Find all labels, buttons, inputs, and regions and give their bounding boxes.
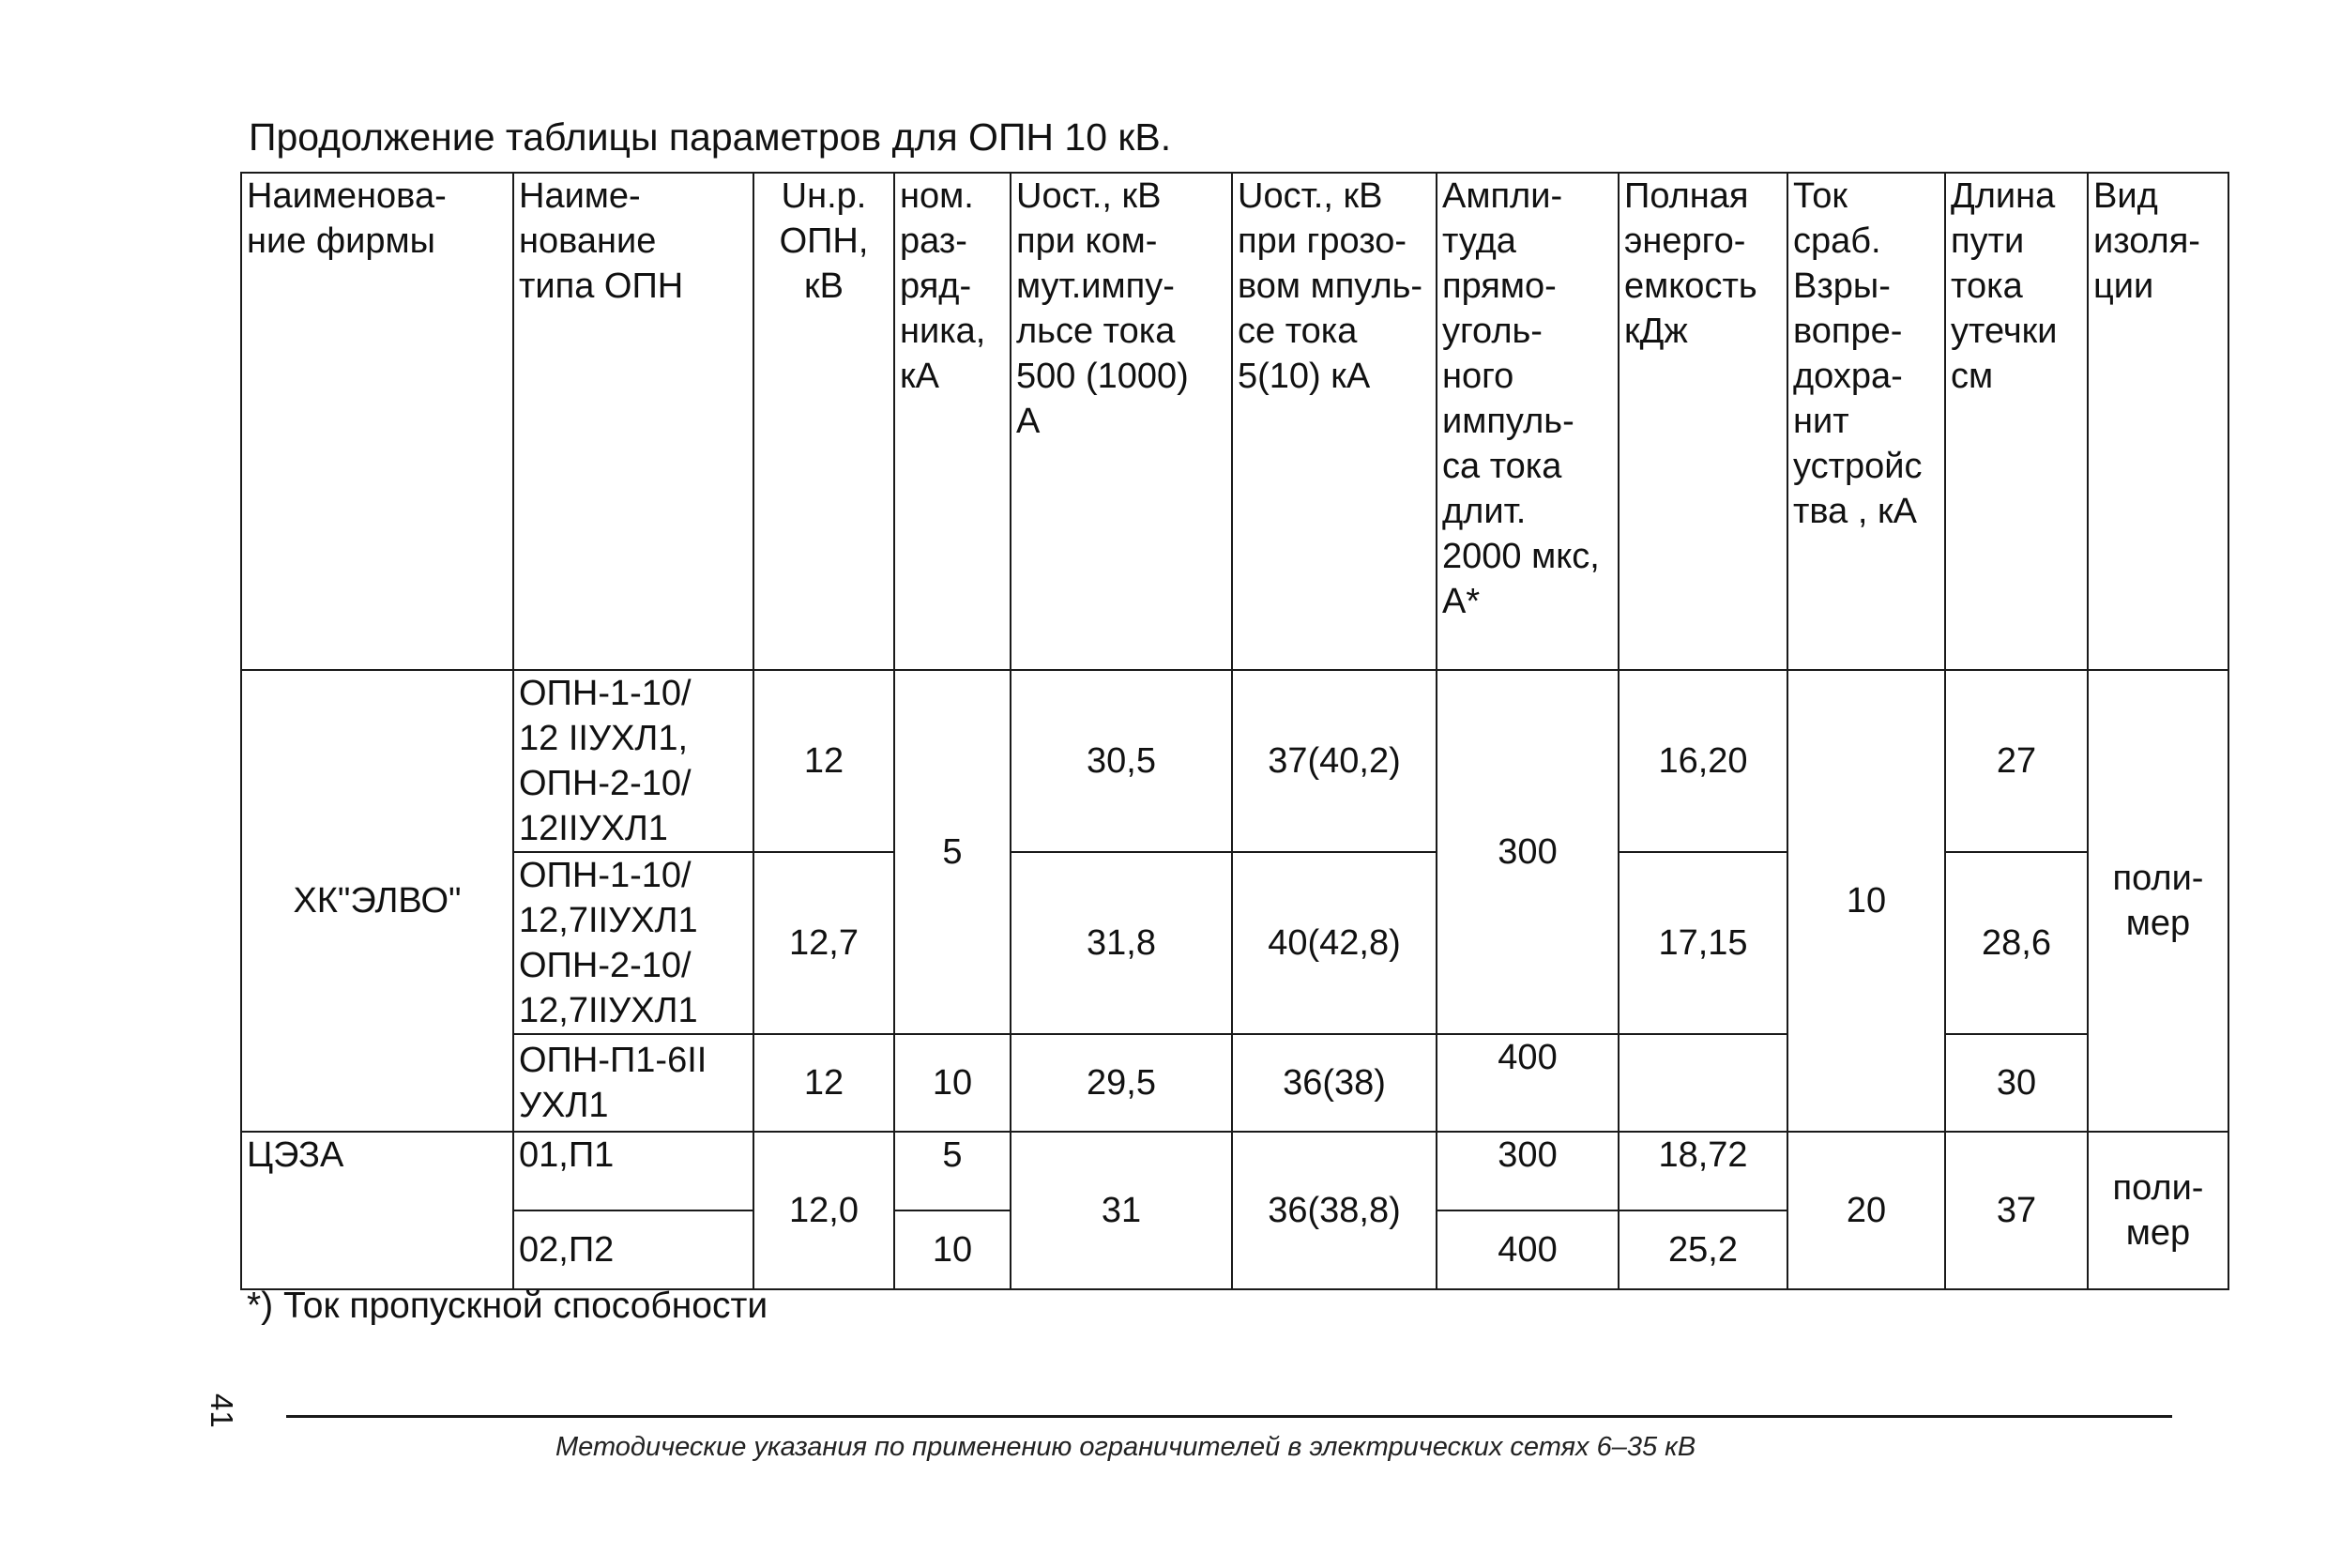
ukomm-cell: 31,8	[1011, 852, 1232, 1034]
ukomm-cell: 30,5	[1011, 670, 1232, 852]
type-cell: 01,П1	[513, 1132, 753, 1210]
type-cell: ОПН-1-10/ 12 IIУХЛ1, ОПН-2-10/ 12IIУХЛ1	[513, 670, 753, 852]
page-number: 41	[205, 1393, 239, 1428]
ugroz-cell: 40(42,8)	[1232, 852, 1437, 1034]
ugroz-cell: 36(38,8)	[1232, 1132, 1437, 1289]
ampl-cell: 300	[1437, 670, 1619, 1034]
un-cell: 12	[753, 670, 894, 852]
tok-cell: 20	[1787, 1132, 1945, 1289]
un-cell: 12	[753, 1034, 894, 1132]
dlina-cell: 28,6	[1945, 852, 2088, 1034]
running-footer: Методические указания по применению ограничителей в электрических сетях 6–35 кВ	[555, 1432, 1696, 1462]
ugroz-cell: 36(38)	[1232, 1034, 1437, 1132]
header-type: Наиме- нование типа ОПН	[513, 173, 753, 670]
parameters-table	[240, 172, 2229, 1290]
type-cell: ОПН-П1-6II УХЛ1	[513, 1034, 753, 1132]
nom-cell: 5	[894, 1132, 1011, 1210]
header-energy: Полная энерго- емкость кДж	[1619, 173, 1787, 670]
table-row	[241, 670, 2228, 852]
firm-cell: ХК"ЭЛВО"	[241, 670, 513, 1132]
energy-cell: 17,15	[1619, 852, 1787, 1034]
type-cell: 02,П2	[513, 1210, 753, 1289]
ukomm-cell: 31	[1011, 1132, 1232, 1289]
header-firm: Наименова- ние фирмы	[241, 173, 513, 670]
dlina-cell: 27	[1945, 670, 2088, 852]
header-ampl: Ампли- туда прямо- уголь- ного импуль- са тока длит. 2000 мкс, А*	[1437, 173, 1619, 670]
header-row	[241, 173, 2228, 670]
header-dlina: Длина пути тока утечки см	[1945, 173, 2088, 670]
energy-cell: 16,20	[1619, 670, 1787, 852]
ampl-cell: 400	[1437, 1210, 1619, 1289]
footnote: *) Ток пропускной способности	[247, 1286, 768, 1326]
firm-cell: ЦЭЗА	[241, 1132, 513, 1289]
nom-cell: 5	[894, 670, 1011, 1034]
un-cell: 12,7	[753, 852, 894, 1034]
type-cell: ОПН-1-10/ 12,7IIУХЛ1 ОПН-2-10/ 12,7IIУХЛ1	[513, 852, 753, 1034]
footer-rule	[286, 1415, 2172, 1418]
table-row	[241, 1132, 2228, 1210]
header-ugroz: Uост., кВ при грозо- вом мпуль- се тока 5(10) кА	[1232, 173, 1437, 670]
ampl-cell: 400	[1437, 1034, 1619, 1132]
vid-cell: поли- мер	[2088, 1132, 2228, 1289]
header-un: Uн.р. ОПН, кВ	[753, 173, 894, 670]
dlina-cell: 30	[1945, 1034, 2088, 1132]
ugroz-cell: 37(40,2)	[1232, 670, 1437, 852]
ampl-cell: 300	[1437, 1132, 1619, 1210]
nom-cell: 10	[894, 1210, 1011, 1289]
page-title: Продолжение таблицы параметров для ОПН 10 кВ.	[249, 115, 1172, 159]
ukomm-cell: 29,5	[1011, 1034, 1232, 1132]
vid-cell: поли- мер	[2088, 670, 2228, 1132]
energy-cell: 25,2	[1619, 1210, 1787, 1289]
dlina-cell: 37	[1945, 1132, 2088, 1289]
energy-cell: 18,72	[1619, 1132, 1787, 1210]
header-tok: Ток сраб. Взры- вопре- дохра- нит устройс тва , кА	[1787, 173, 1945, 670]
tok-cell: 10	[1787, 670, 1945, 1132]
energy-cell	[1619, 1034, 1787, 1132]
header-vid: Вид изоля- ции	[2088, 173, 2228, 670]
nom-cell: 10	[894, 1034, 1011, 1132]
un-cell: 12,0	[753, 1132, 894, 1289]
header-nom: ном. раз- ряд- ника, кА	[894, 173, 1011, 670]
header-ukomm: Uост., кВ при ком- мут.импу- льсе тока 500 (1000) А	[1011, 173, 1232, 670]
